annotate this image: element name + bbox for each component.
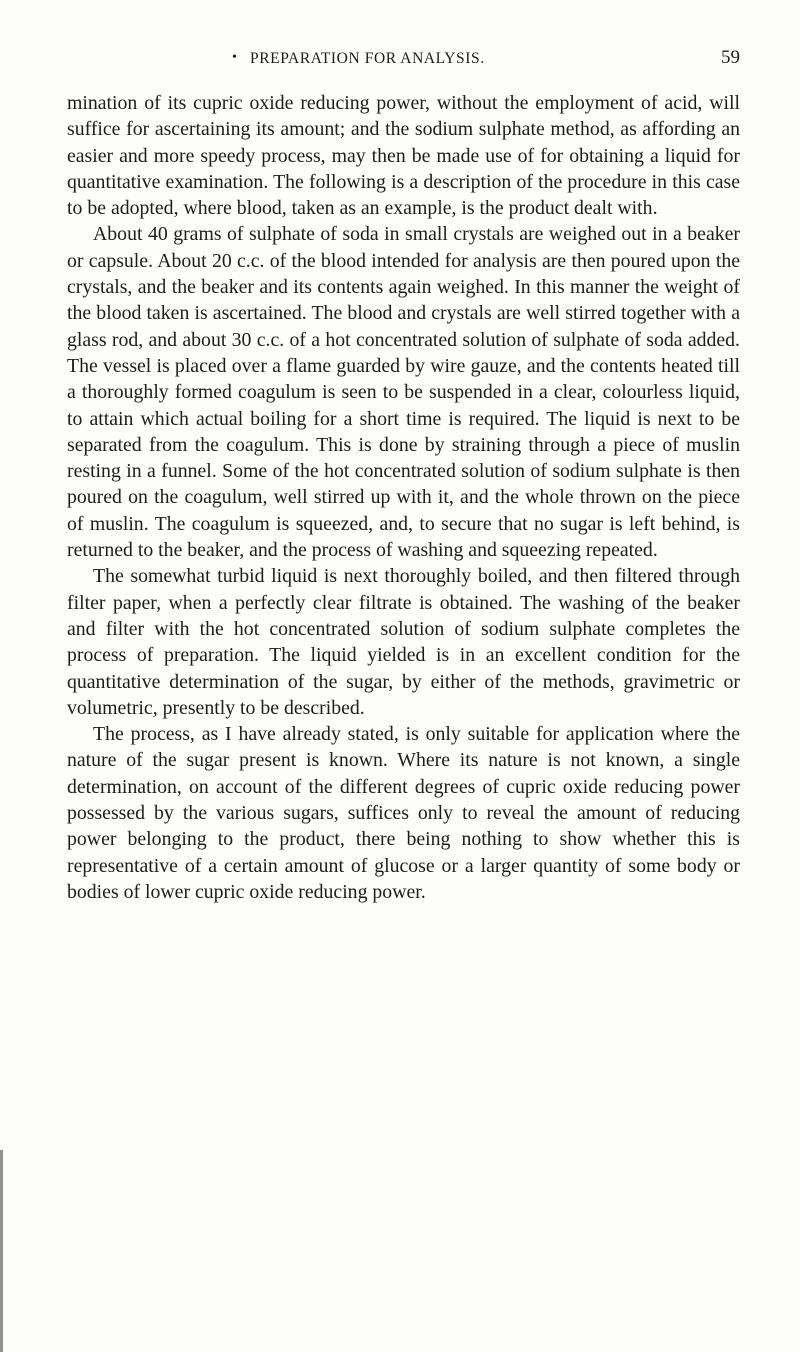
header-bullet: • — [232, 50, 237, 65]
page-edge-shadow — [0, 1150, 3, 1352]
paragraph-filtration: The somewhat turbid liquid is next thoroughly boiled, and then filtered through filter paper, when a perfectly clear filtrate is obtained. The washing of the beaker and filter with the hot concentrated solution of sodium sulphate completes the process of preparation. The liquid yielded is in an excellent condition for the quantitative determination of the sugar, by either of the methods, gravimetric or volumetric, presently to be described. — [67, 565, 740, 719]
paragraph-limitations: The process, as I have already stated, is only suitable for application where the nature of the sugar present is known. Where its nature is not known, a single determination, on account of the different degrees of cupric oxide reducing power possessed by the various sugars, suffices only to reveal the amount of reducing power belonging to the product, there being nothing to show whether this is representative of a certain amount of glucose or a larger quantity of some body or bodies of lower cupric oxide reducing power. — [67, 723, 740, 903]
paragraph-continuation: mination of its cupric oxide reducing power, without the employment of acid, will suffice for ascertaining its amount; and the sodium sulphate method, as affording an easier and more speedy process, may then be made use of for obtaining a liquid for quantitative examination. The following is a description of the procedure in this case to be adopted, where blood, taken as an example, is the product dealt with. — [67, 92, 740, 220]
running-title: PREPARATION FOR ANALYSIS. — [250, 50, 485, 67]
running-header — [0, 47, 800, 78]
page-number: 59 — [721, 47, 740, 68]
body-text — [67, 90, 740, 905]
paragraph-procedure: About 40 grams of sulphate of soda in small crystals are weighed out in a beaker or capsule. About 20 c.c. of the blood intended for analysis are then poured upon the crystals, and the beaker and its contents again weighed. In this manner the weight of the blood taken is ascertained. The blood and crystals are well stirred together with a glass rod, and about 30 c.c. of a hot concentrated solution of sulphate of soda added. The vessel is placed over a flame guarded by wire gauze, and the contents heated till a thoroughly formed coagulum is seen to be suspended in a clear, colourless liquid, to attain which actual boiling for a short time is required. The liquid is next to be separated from the coagulum. This is done by straining through a piece of muslin resting in a funnel. Some of the hot concentrated solution of sodium sulphate is then poured on the coagulum, well stirred up with it, and the whole thrown on the piece of muslin. The coagulum is squeezed, and, to secure that no sugar is left behind, is returned to the beaker, and the process of washing and squeezing repeated. — [67, 223, 740, 562]
